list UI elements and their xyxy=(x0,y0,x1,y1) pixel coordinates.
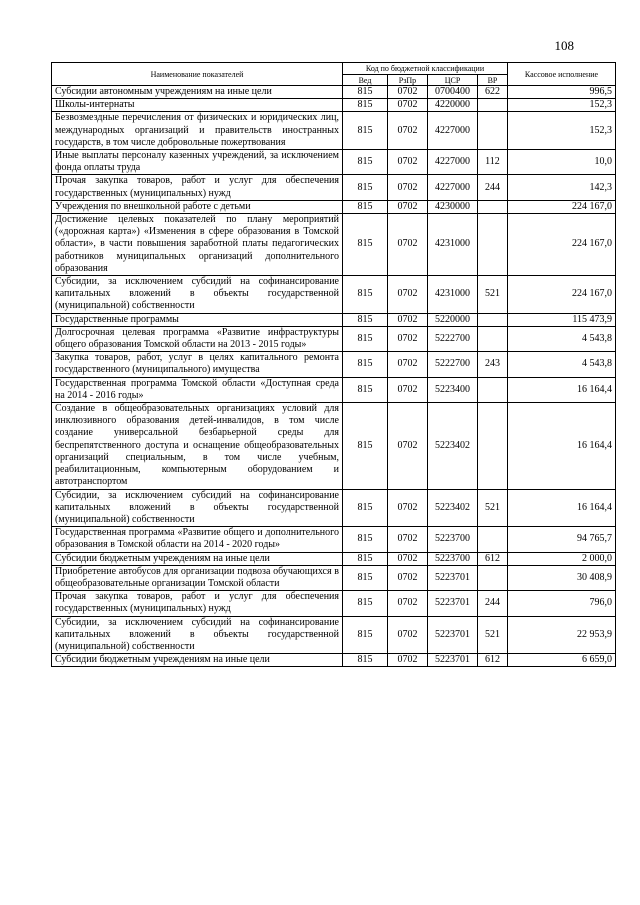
row-ved-cell: 815 xyxy=(343,326,388,351)
table-row xyxy=(52,313,616,326)
page-number: 108 xyxy=(554,38,574,53)
row-rzpr-cell: 0702 xyxy=(388,527,428,552)
row-amount-cell: 16 164,4 xyxy=(508,403,616,489)
row-amount-cell: 142,3 xyxy=(508,175,616,200)
row-ved-cell: 815 xyxy=(343,527,388,552)
budget-table xyxy=(51,62,616,667)
row-csr-cell: 5223701 xyxy=(428,654,478,667)
row-ved-cell: 815 xyxy=(343,150,388,175)
table-row xyxy=(52,99,616,112)
row-vr-cell: 112 xyxy=(478,150,508,175)
row-vr-cell: 612 xyxy=(478,552,508,565)
row-ved-cell: 815 xyxy=(343,616,388,654)
row-name-cell: Государственная программа Томской области «Доступная среда на 2014 - 2016 годы» xyxy=(52,377,343,402)
row-name-cell: Школы-интернаты xyxy=(52,99,343,112)
row-csr-cell: 5222700 xyxy=(428,326,478,351)
row-amount-cell: 152,3 xyxy=(508,99,616,112)
row-ved-cell: 815 xyxy=(343,99,388,112)
row-vr-cell: 622 xyxy=(478,86,508,99)
row-amount-cell: 16 164,4 xyxy=(508,489,616,527)
row-ved-cell: 815 xyxy=(343,377,388,402)
row-rzpr-cell: 0702 xyxy=(388,214,428,276)
table-header xyxy=(52,63,616,86)
row-amount-cell: 115 473,9 xyxy=(508,313,616,326)
row-amount-cell: 996,5 xyxy=(508,86,616,99)
table-row xyxy=(52,200,616,213)
header-csr: ЦСР xyxy=(428,75,478,86)
table-row xyxy=(52,616,616,654)
row-rzpr-cell: 0702 xyxy=(388,403,428,489)
row-vr-cell: 521 xyxy=(478,276,508,314)
row-csr-cell: 5223700 xyxy=(428,552,478,565)
row-csr-cell: 4227000 xyxy=(428,150,478,175)
row-rzpr-cell: 0702 xyxy=(388,654,428,667)
header-rzpr: РзПр xyxy=(388,75,428,86)
row-ved-cell: 815 xyxy=(343,214,388,276)
row-ved-cell: 815 xyxy=(343,86,388,99)
row-csr-cell: 5220000 xyxy=(428,313,478,326)
row-amount-cell: 16 164,4 xyxy=(508,377,616,402)
table-row xyxy=(52,276,616,314)
row-rzpr-cell: 0702 xyxy=(388,352,428,377)
table-row xyxy=(52,150,616,175)
row-csr-cell: 4230000 xyxy=(428,200,478,213)
row-vr-cell xyxy=(478,313,508,326)
row-name-cell: Прочая закупка товаров, работ и услуг для обеспечения государственных (муниципальных) нужд xyxy=(52,591,343,616)
table-row xyxy=(52,214,616,276)
row-name-cell: Приобретение автобусов для организации подвоза обучающихся в общеобразовательные организации Томской области xyxy=(52,565,343,590)
row-ved-cell: 815 xyxy=(343,313,388,326)
row-rzpr-cell: 0702 xyxy=(388,112,428,150)
table-row xyxy=(52,377,616,402)
row-vr-cell xyxy=(478,99,508,112)
table-row xyxy=(52,654,616,667)
row-name-cell: Безвозмездные перечисления от физических и юридических лиц, международных организаций и правительств иностранных государств, в том числе добровольные пожертвования xyxy=(52,112,343,150)
header-code-group: Код по бюджетной классификации xyxy=(343,63,508,75)
row-rzpr-cell: 0702 xyxy=(388,99,428,112)
row-rzpr-cell: 0702 xyxy=(388,616,428,654)
row-amount-cell: 796,0 xyxy=(508,591,616,616)
row-ved-cell: 815 xyxy=(343,654,388,667)
row-rzpr-cell: 0702 xyxy=(388,565,428,590)
row-csr-cell: 4231000 xyxy=(428,276,478,314)
row-vr-cell xyxy=(478,565,508,590)
row-csr-cell: 4220000 xyxy=(428,99,478,112)
row-ved-cell: 815 xyxy=(343,200,388,213)
row-csr-cell: 4227000 xyxy=(428,112,478,150)
row-amount-cell: 22 953,9 xyxy=(508,616,616,654)
row-ved-cell: 815 xyxy=(343,112,388,150)
row-rzpr-cell: 0702 xyxy=(388,86,428,99)
row-vr-cell xyxy=(478,377,508,402)
row-rzpr-cell: 0702 xyxy=(388,377,428,402)
row-name-cell: Субсидии автономным учреждениям на иные цели xyxy=(52,86,343,99)
row-amount-cell: 94 765,7 xyxy=(508,527,616,552)
header-ved: Вед xyxy=(343,75,388,86)
row-amount-cell: 224 167,0 xyxy=(508,214,616,276)
header-name: Наименование показателей xyxy=(52,63,343,86)
row-amount-cell: 152,3 xyxy=(508,112,616,150)
row-ved-cell: 815 xyxy=(343,489,388,527)
row-ved-cell: 815 xyxy=(343,591,388,616)
row-name-cell: Субсидии бюджетным учреждениям на иные цели xyxy=(52,654,343,667)
row-amount-cell: 30 408,9 xyxy=(508,565,616,590)
row-amount-cell: 4 543,8 xyxy=(508,352,616,377)
row-rzpr-cell: 0702 xyxy=(388,326,428,351)
row-vr-cell: 243 xyxy=(478,352,508,377)
row-ved-cell: 815 xyxy=(343,565,388,590)
row-name-cell: Учреждения по внешкольной работе с детьми xyxy=(52,200,343,213)
row-vr-cell xyxy=(478,214,508,276)
table-row xyxy=(52,552,616,565)
row-rzpr-cell: 0702 xyxy=(388,591,428,616)
row-amount-cell: 2 000,0 xyxy=(508,552,616,565)
row-csr-cell: 5223700 xyxy=(428,527,478,552)
row-rzpr-cell: 0702 xyxy=(388,313,428,326)
row-csr-cell: 5223701 xyxy=(428,565,478,590)
table-row xyxy=(52,326,616,351)
row-amount-cell: 10,0 xyxy=(508,150,616,175)
row-vr-cell: 521 xyxy=(478,489,508,527)
row-vr-cell xyxy=(478,326,508,351)
row-name-cell: Долгосрочная целевая программа «Развитие инфраструктуры общего образования Томской области на 2013 - 2015 годы» xyxy=(52,326,343,351)
table-row xyxy=(52,352,616,377)
row-amount-cell: 224 167,0 xyxy=(508,200,616,213)
table-row xyxy=(52,591,616,616)
row-csr-cell: 0700400 xyxy=(428,86,478,99)
row-csr-cell: 5223402 xyxy=(428,489,478,527)
row-csr-cell: 5223400 xyxy=(428,377,478,402)
row-csr-cell: 5223402 xyxy=(428,403,478,489)
table-body xyxy=(52,86,616,667)
row-name-cell: Государственные программы xyxy=(52,313,343,326)
row-vr-cell xyxy=(478,527,508,552)
row-vr-cell: 521 xyxy=(478,616,508,654)
row-name-cell: Государственная программа «Развитие общего и дополнительного образования в Томской области на 2014 - 2020 годы» xyxy=(52,527,343,552)
table-row xyxy=(52,86,616,99)
row-name-cell: Иные выплаты персоналу казенных учреждений, за исключением фонда оплаты труда xyxy=(52,150,343,175)
row-vr-cell xyxy=(478,200,508,213)
table-row xyxy=(52,403,616,489)
row-name-cell: Субсидии бюджетным учреждениям на иные цели xyxy=(52,552,343,565)
row-name-cell: Создание в общеобразовательных организациях условий для инклюзивного образования детей-инвалидов, в том числе создание универсальной безбарьерной среды для беспрепятственного доступа и оснащение общеобразовательных организаций специальным, в том числе учебным, реабилитационным, компьютерным оборудованием и автотранспортом xyxy=(52,403,343,489)
row-name-cell: Закупка товаров, работ, услуг в целях капитального ремонта государственного (муниципального) имущества xyxy=(52,352,343,377)
row-csr-cell: 5222700 xyxy=(428,352,478,377)
header-cash: Кассовое исполнение xyxy=(508,63,616,86)
table-row xyxy=(52,489,616,527)
row-vr-cell xyxy=(478,403,508,489)
row-csr-cell: 4231000 xyxy=(428,214,478,276)
row-ved-cell: 815 xyxy=(343,175,388,200)
table-row xyxy=(52,112,616,150)
row-amount-cell: 224 167,0 xyxy=(508,276,616,314)
row-amount-cell: 6 659,0 xyxy=(508,654,616,667)
header-vr: ВР xyxy=(478,75,508,86)
row-csr-cell: 5223701 xyxy=(428,616,478,654)
row-rzpr-cell: 0702 xyxy=(388,150,428,175)
row-rzpr-cell: 0702 xyxy=(388,276,428,314)
row-vr-cell xyxy=(478,112,508,150)
table-row xyxy=(52,565,616,590)
row-ved-cell: 815 xyxy=(343,352,388,377)
row-rzpr-cell: 0702 xyxy=(388,489,428,527)
row-name-cell: Достижение целевых показателей по плану мероприятий («дорожная карта») «Изменения в сфере образования в Томской области», в части повышения заработной платы педагогических работников муниципальных организаций дополнительного образования xyxy=(52,214,343,276)
row-vr-cell: 244 xyxy=(478,175,508,200)
row-ved-cell: 815 xyxy=(343,552,388,565)
row-name-cell: Субсидии, за исключением субсидий на софинансирование капитальных вложений в объекты государственной (муниципальной) собственности xyxy=(52,616,343,654)
row-vr-cell: 244 xyxy=(478,591,508,616)
row-name-cell: Субсидии, за исключением субсидий на софинансирование капитальных вложений в объекты государственной (муниципальной) собственности xyxy=(52,489,343,527)
row-amount-cell: 4 543,8 xyxy=(508,326,616,351)
row-name-cell: Прочая закупка товаров, работ и услуг для обеспечения государственных (муниципальных) нужд xyxy=(52,175,343,200)
table-row xyxy=(52,175,616,200)
table-row xyxy=(52,527,616,552)
row-rzpr-cell: 0702 xyxy=(388,552,428,565)
row-csr-cell: 4227000 xyxy=(428,175,478,200)
row-ved-cell: 815 xyxy=(343,276,388,314)
row-ved-cell: 815 xyxy=(343,403,388,489)
row-rzpr-cell: 0702 xyxy=(388,200,428,213)
row-name-cell: Субсидии, за исключением субсидий на софинансирование капитальных вложений в объекты государственной (муниципальной) собственности xyxy=(52,276,343,314)
row-rzpr-cell: 0702 xyxy=(388,175,428,200)
row-vr-cell: 612 xyxy=(478,654,508,667)
row-csr-cell: 5223701 xyxy=(428,591,478,616)
